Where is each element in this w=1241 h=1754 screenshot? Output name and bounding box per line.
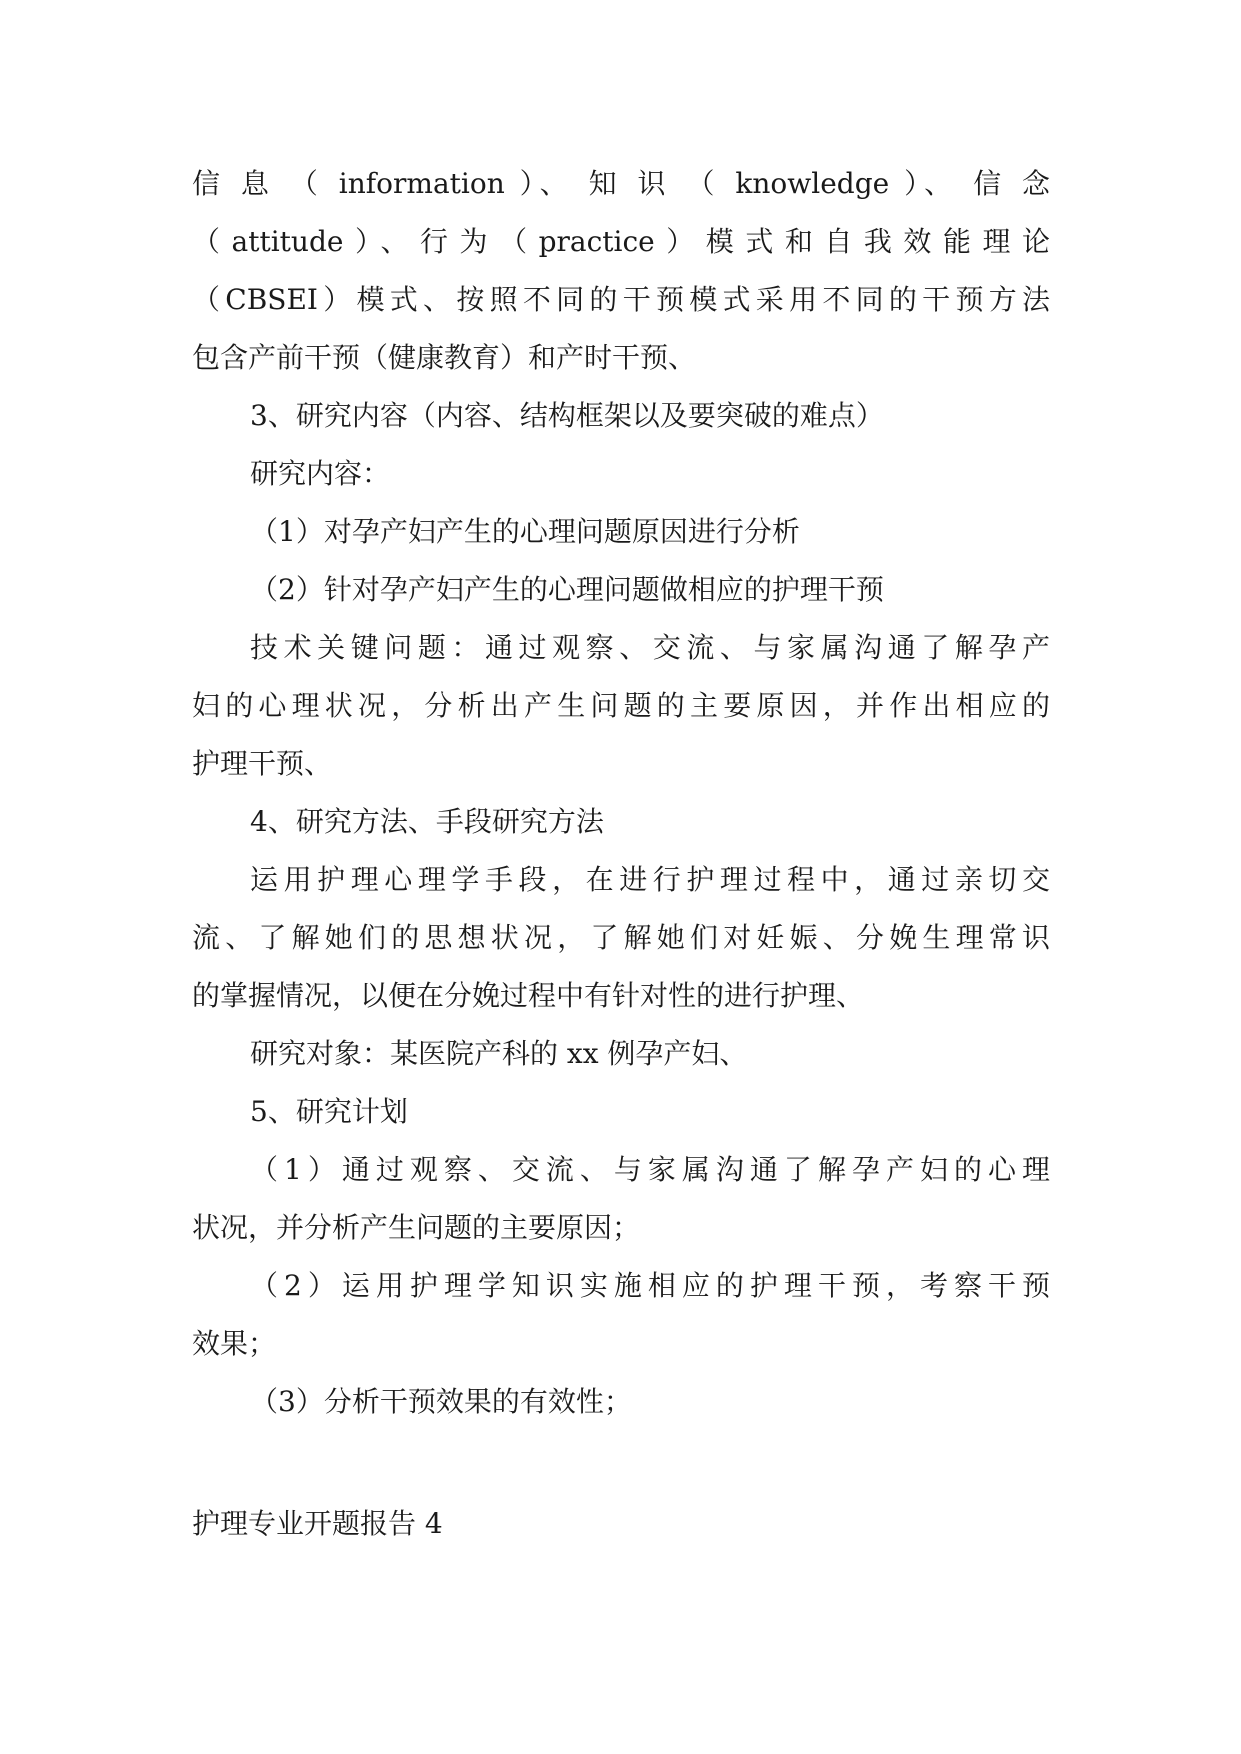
next-section-title: 护理专业开题报告 4 — [192, 1507, 443, 1540]
body-line: （attitude）、行为（practice）模式和自我效能理论 — [192, 225, 1050, 258]
section-heading-4: 4、研究方法、手段研究方法 — [250, 805, 604, 838]
list-item: （1）通过观察、交流、与家属沟通了解孕产妇的心理 — [250, 1153, 1050, 1186]
body-line: 效果； — [192, 1327, 277, 1360]
body-line: 技术关键问题：通过观察、交流、与家属沟通了解孕产 — [250, 631, 1050, 664]
body-line: 研究对象：某医院产科的 xx 例孕产妇、 — [250, 1037, 748, 1070]
body-line: 的掌握情况，以便在分娩过程中有针对性的进行护理、 — [192, 979, 865, 1012]
list-item: （2）运用护理学知识实施相应的护理干预，考察干预 — [250, 1269, 1050, 1302]
body-line: 运用护理心理学手段，在进行护理过程中，通过亲切交 — [250, 863, 1050, 896]
section-heading-5: 5、研究计划 — [250, 1095, 408, 1128]
body-line: 包含产前干预（健康教育）和产时干预、 — [192, 341, 697, 374]
list-item: （1）对孕产妇产生的心理问题原因进行分析 — [250, 515, 800, 548]
body-line: 信 息 （ information ）、 知 识 （ knowledge ）、 信 念 — [192, 167, 1050, 200]
list-item: （2）针对孕产妇产生的心理问题做相应的护理干预 — [250, 573, 884, 606]
list-item: （3）分析干预效果的有效性； — [250, 1385, 632, 1418]
body-line: 研究内容： — [250, 457, 391, 490]
body-line: 状况，并分析产生问题的主要原因； — [192, 1211, 641, 1244]
body-line: 护理干预、 — [192, 747, 333, 780]
body-line: （CBSEI）模式、按照不同的干预模式采用不同的干预方法 — [192, 283, 1050, 316]
body-line: 妇的心理状况，分析出产生问题的主要原因，并作出相应的 — [192, 689, 1050, 722]
body-line: 流、了解她们的思想状况，了解她们对妊娠、分娩生理常识 — [192, 921, 1050, 954]
section-heading-3: 3、研究内容（内容、结构框架以及要突破的难点） — [250, 399, 884, 432]
